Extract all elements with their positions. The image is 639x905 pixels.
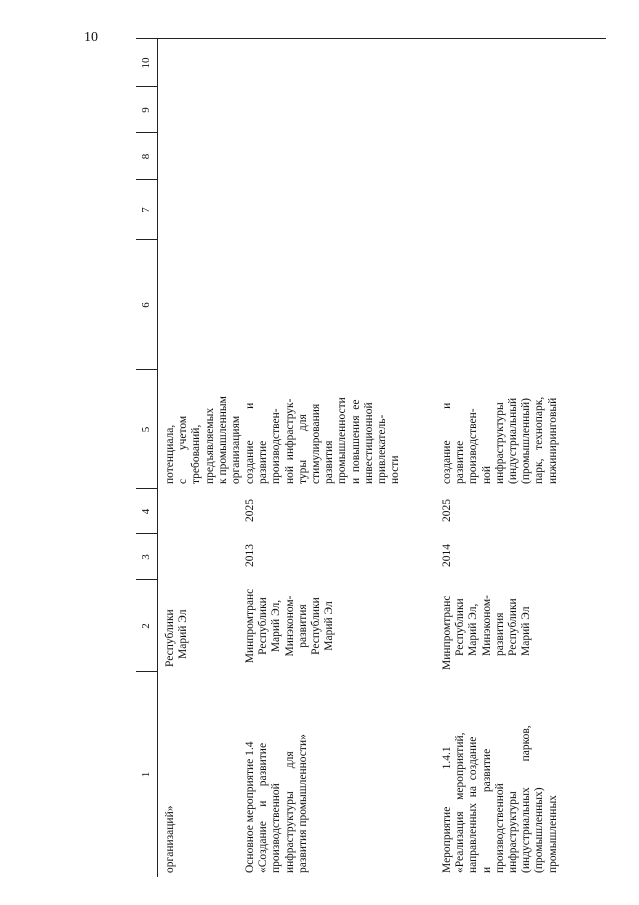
- row2-col1: Основное мероприятие 1.4 «Создание и развитие производственной инфраструктуры для развития промышленности»: [244, 734, 309, 873]
- row2-col3: 2013: [244, 544, 256, 567]
- row3-col4: 2025: [441, 499, 453, 522]
- header-col-5: 5: [140, 426, 152, 433]
- rotated-table: [136, 39, 606, 877]
- header-col-10: 10: [140, 57, 152, 69]
- header-col-1: 1: [140, 771, 152, 778]
- header-col-3: 3: [140, 554, 152, 560]
- row1-col2: Республики Марий Эл: [164, 609, 190, 667]
- header-col-4: 4: [140, 508, 152, 515]
- row2-col5: создание и развитие производствен- ной инфраструк- туры для стимулирования развития промышленности и повышения ее инвестиционной привлекатель- ности: [244, 397, 402, 484]
- row1-col5: потенциала, с учетом требований, предъявляемых к промышленным организациям: [164, 396, 243, 484]
- row1-col1: организаций»: [164, 805, 176, 873]
- header-rule: [157, 39, 158, 877]
- page-number: 10: [84, 30, 98, 45]
- row3-col5: создание и развитие производствен- ной инфраструктуры (индустриальный (промышленный) парк, технопарк, инжиниринговый: [441, 396, 559, 484]
- header-col-9: 9: [140, 107, 152, 113]
- row2-col4: 2025: [244, 499, 256, 522]
- header-col-6: 6: [140, 302, 152, 308]
- header-col-2: 2: [140, 623, 152, 629]
- header-col-8: 8: [140, 153, 152, 160]
- row3-col1: Мероприятие 1.4.1 «Реализация мероприятий, направленных на создание и развитие производственной инфраструктуры (индустриальных парков, (промышленных) промышленных: [441, 725, 559, 873]
- row2-col2: Минпромтранс Республики Марий Эл, Минэконом- развития Республики Марий Эл: [244, 588, 336, 664]
- header-col-7: 7: [140, 207, 152, 213]
- row3-col2: Минпромтранс Республики Марий Эл, Минэконом- развития Республики Марий Эл: [441, 594, 533, 670]
- table-right-rule: [136, 38, 606, 39]
- row3-col3: 2014: [441, 544, 453, 567]
